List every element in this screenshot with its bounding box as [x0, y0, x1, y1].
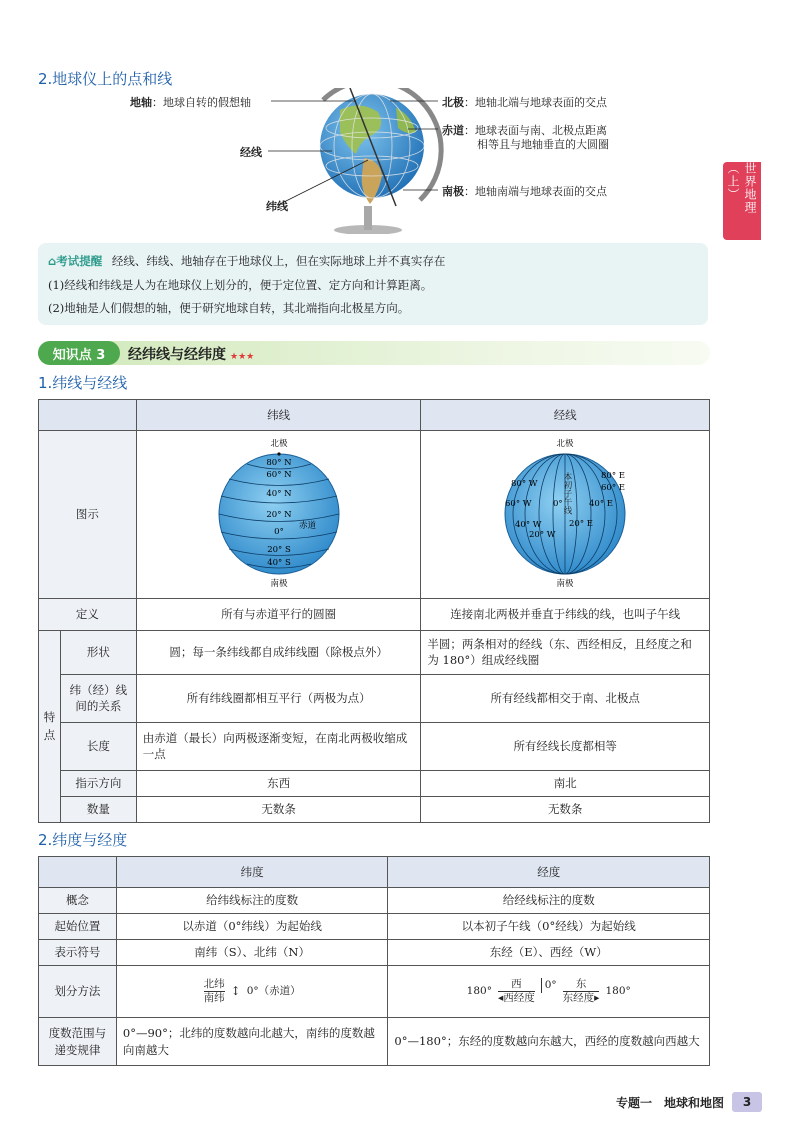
knowledge-point-bar — [38, 341, 710, 365]
parallel-diagram — [179, 434, 379, 590]
exam-tip-tag: ⌂考试提醒 — [48, 254, 103, 268]
row-label-relation: 纬（经）线间的关系 — [60, 674, 136, 722]
count-meridian: 无数条 — [421, 796, 710, 822]
meridian-north-pole: 北极 — [556, 439, 574, 449]
footer-section: 专题一 地球和地图 — [615, 1095, 724, 1110]
table2-header-lat: 纬度 — [116, 857, 388, 888]
lon-40e: 40° E — [589, 499, 614, 509]
exam-tip-point-2: (2)地轴是人们假想的轴，便于研究地球自转，其北端指向北极星方向。 — [48, 301, 410, 315]
symbol-lon: 东经（E）、西经（W） — [388, 940, 710, 966]
div-lat-zero: 0°（赤道） — [246, 984, 301, 997]
lon-80e: 80° E — [601, 471, 626, 481]
knowledge-point-title: 经纬线与经纬度 ★★★ — [128, 347, 255, 363]
div-lon-180-west: 180° — [466, 984, 492, 997]
shape-parallel: 圆；每一条纬线都自成纬线圈（除极点外） — [136, 630, 421, 674]
table1-title: 1.纬线与经线 — [38, 374, 128, 392]
south-pole-label: 南极：地轴南端与地球表面的交点 — [442, 185, 607, 198]
relation-meridian: 所有经线都相交于南、北极点 — [421, 674, 710, 722]
lat-0: 0° — [273, 527, 284, 537]
div-lon-west: 西 — [511, 978, 522, 990]
knowledge-point-tag: 知识点 3 — [38, 341, 120, 365]
row-label-symbol: 表示符号 — [39, 940, 117, 966]
parallel-diagram-cell — [136, 431, 421, 599]
concept-lat: 给纬线标注的度数 — [116, 888, 388, 914]
row-label-definition: 定义 — [39, 598, 137, 630]
lat-40n: 40° N — [265, 489, 292, 499]
lat-20s: 20° S — [266, 545, 291, 555]
start-lat: 以赤道（0°纬线）为起始线 — [116, 914, 388, 940]
exam-tip-main: ⌂考试提醒 经线、纬线、地轴存在于地球仪上，但在实际地球上并不真实存在 — [48, 254, 446, 268]
row-label-direction: 指示方向 — [60, 770, 136, 796]
lat-20n: 20° N — [265, 510, 292, 520]
lat-80n: 80° N — [265, 458, 292, 468]
page-number: 3 — [732, 1092, 762, 1112]
concept-lon: 给经线标注的度数 — [388, 888, 710, 914]
difficulty-stars: ★★★ — [230, 352, 255, 362]
div-lon-east-label: 东经度▸ — [562, 992, 600, 1004]
lon-40w: 40° W — [515, 520, 542, 530]
table2-header-lon: 经度 — [388, 857, 710, 888]
length-parallel: 由赤道（最长）向两极逐渐变短，在南北两极收缩成一点 — [136, 722, 421, 770]
table2-corner — [39, 857, 117, 888]
div-lat-arrow-icon: ↕ — [230, 983, 241, 998]
globe-figure — [128, 88, 648, 234]
div-lon-180-east: 180° — [605, 984, 631, 997]
meridian-diagram — [465, 434, 665, 590]
definition-meridian: 连接南北两极并垂直于纬线的线，也叫子午线 — [421, 598, 710, 630]
latitude-longitude-table — [38, 856, 710, 1066]
div-lon-west-label: ◂西经度 — [497, 992, 535, 1004]
lon-20e: 20° E — [569, 519, 594, 529]
axis-label: 地轴：地球自转的假想轴 — [130, 96, 251, 109]
lat-60n: 60° N — [265, 470, 292, 480]
parallel-meridian-table — [38, 399, 710, 823]
lon-0: 0° — [553, 499, 563, 509]
north-pole-label: 北极：地轴北端与地球表面的交点 — [442, 96, 607, 109]
meridian-south-pole: 南极 — [556, 579, 574, 589]
div-lon-zero: 0° — [541, 978, 557, 993]
parallel-equator-label: 赤道 — [298, 521, 316, 531]
equator-label-line2: 相等且与地轴垂直的大圆圈 — [477, 138, 609, 151]
symbol-lat: 南纬（S）、北纬（N） — [116, 940, 388, 966]
parallel-south-pole: 南极 — [270, 579, 288, 589]
direction-parallel: 东西 — [136, 770, 421, 796]
table1-header-parallel: 纬线 — [136, 400, 421, 431]
length-meridian: 所有经线长度都相等 — [421, 722, 710, 770]
row-label-concept: 概念 — [39, 888, 117, 914]
exam-tip-point-1: (1)经线和纬线是人为在地球仪上划分的，便于定位置、定方向和计算距离。 — [48, 278, 433, 292]
start-lon: 以本初子午线（0°经线）为起始线 — [388, 914, 710, 940]
division-lat — [116, 966, 388, 1018]
div-lat-south: 南纬 — [203, 992, 225, 1004]
exam-tip-box — [38, 243, 708, 325]
division-lon — [388, 966, 710, 1018]
row-label-count: 数量 — [60, 796, 136, 822]
definition-parallel: 所有与赤道平行的圆圈 — [136, 598, 421, 630]
meridian-label: 经线 — [240, 146, 262, 159]
parallel-north-pole: 北极 — [270, 439, 288, 449]
table1-corner — [39, 400, 137, 431]
section-title-points-lines: 2.地球仪上的点和线 — [38, 70, 173, 88]
relation-parallel: 所有纬线圈都相互平行（两极为点） — [136, 674, 421, 722]
lon-80w: 80° W — [511, 479, 538, 489]
lon-60e: 60° E — [601, 483, 626, 493]
div-lat-north: 北纬 — [203, 978, 225, 990]
meridian-diagram-cell — [421, 431, 710, 599]
shape-meridian: 半圆；两条相对的经线（东、西经相反，且经度之和为 180°）组成经线圈 — [421, 630, 710, 674]
row-label-shape: 形状 — [60, 630, 136, 674]
direction-meridian: 南北 — [421, 770, 710, 796]
div-lon-east: 东 — [575, 978, 587, 990]
row-label-start: 起始位置 — [39, 914, 117, 940]
row-label-length: 长度 — [60, 722, 136, 770]
equator-label: 赤道：地球表面与南、北极点距离 — [442, 124, 607, 137]
row-label-features: 特点 — [39, 630, 61, 822]
prime-meridian-label: 本初子午线 — [562, 472, 573, 515]
row-label-division: 划分方法 — [39, 966, 117, 1018]
chapter-side-tab: 世界地理（上） — [723, 162, 761, 240]
lon-20w: 20° W — [529, 530, 556, 540]
parallel-label: 纬线 — [266, 200, 288, 213]
row-label-range: 度数范围与递变规律 — [39, 1018, 117, 1066]
lon-60w: 60° W — [505, 499, 532, 509]
page-footer — [616, 1092, 762, 1112]
lat-40s: 40° S — [266, 558, 291, 568]
table1-header-meridian: 经线 — [421, 400, 710, 431]
count-parallel: 无数条 — [136, 796, 421, 822]
range-lat: 0°—90°；北纬的度数越向北越大，南纬的度数越向南越大 — [116, 1018, 388, 1066]
table2-title: 2.纬度与经度 — [38, 831, 128, 849]
range-lon: 0°—180°；东经的度数越向东越大，西经的度数越向西越大 — [388, 1018, 710, 1066]
row-label-diagram: 图示 — [39, 431, 137, 599]
